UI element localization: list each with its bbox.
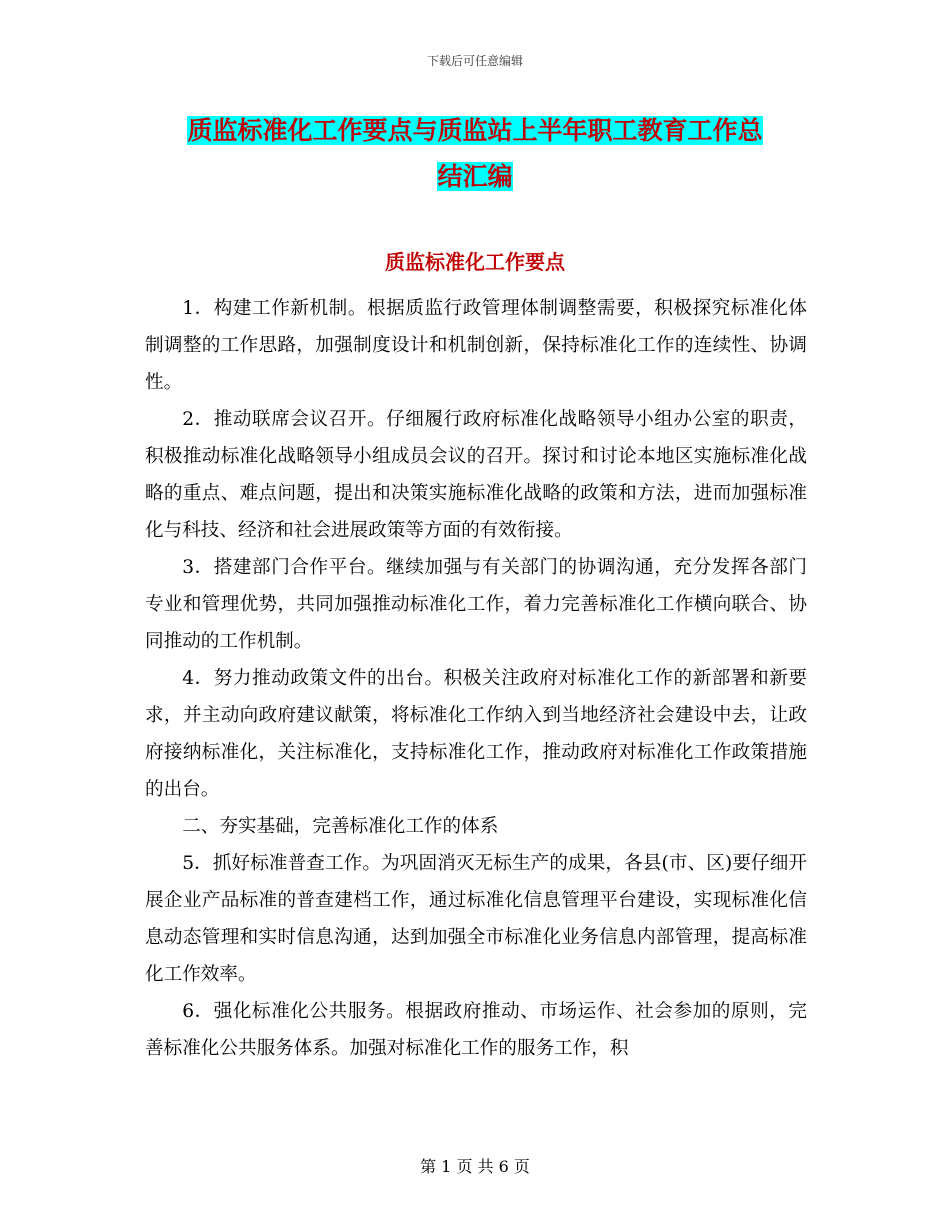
- document-title: [145, 108, 805, 200]
- paragraph-1: 1．构建工作新机制。根据质监行政管理体制调整需要，积极探究标准化体制调整的工作思路，加强制度设计和机制创新，保持标准化工作的连续性、协调性。: [145, 298, 807, 393]
- document-title-line-2: 结汇编: [437, 162, 513, 191]
- paragraph-2: 2．推动联席会议召开。仔细履行政府标准化战略领导小组办公室的职责，积极推动标准化战略领导小组成员会议的召开。探讨和讨论本地区实施标准化战略的重点、难点问题，提出和决策实施标准化战略的政策和方法，进而加强标准化与科技、经济和社会进展政策等方面的有效衔接。: [145, 409, 807, 541]
- subheading-2: 二、夯实基础，完善标准化工作的体系: [182, 816, 499, 837]
- document-title-line-1: 质监标准化工作要点与质监站上半年职工教育工作总: [187, 116, 763, 145]
- header-note: 下载后可任意编辑: [426, 54, 523, 68]
- section-title: 质监标准化工作要点: [385, 250, 565, 274]
- paragraph-3: 3．搭建部门合作平台。继续加强与有关部门的协调沟通，充分发挥各部门专业和管理优势，共同加强推动标准化工作，着力完善标准化工作横向联合、协同推动的工作机制。: [145, 557, 807, 652]
- paragraph-4: 4．努力推动政策文件的出台。积极关注政府对标准化工作的新部署和新要求，并主动向政府建议献策，将标准化工作纳入到当地经济社会建设中去，让政府接纳标准化，关注标准化，支持标准化工作，推动政府对标准化工作政策措施的出台。: [145, 668, 807, 800]
- paragraph-5: 5．抓好标准普查工作。为巩固消灭无标生产的成果，各县(市、区)要仔细开展企业产品标准的普查建档工作，通过标准化信息管理平台建设，实现标准化信息动态管理和实时信息沟通，达到加强全市标准化业务信息内部管理，提高标准化工作效率。: [145, 853, 807, 985]
- page-footer: 第 1 页 共 6 页: [420, 1157, 530, 1176]
- paragraph-6: 6．强化标准化公共服务。根据政府推动、市场运作、社会参加的原则，完善标准化公共服务体系。加强对标准化工作的服务工作，积: [145, 1001, 807, 1059]
- body-text: [145, 290, 807, 1067]
